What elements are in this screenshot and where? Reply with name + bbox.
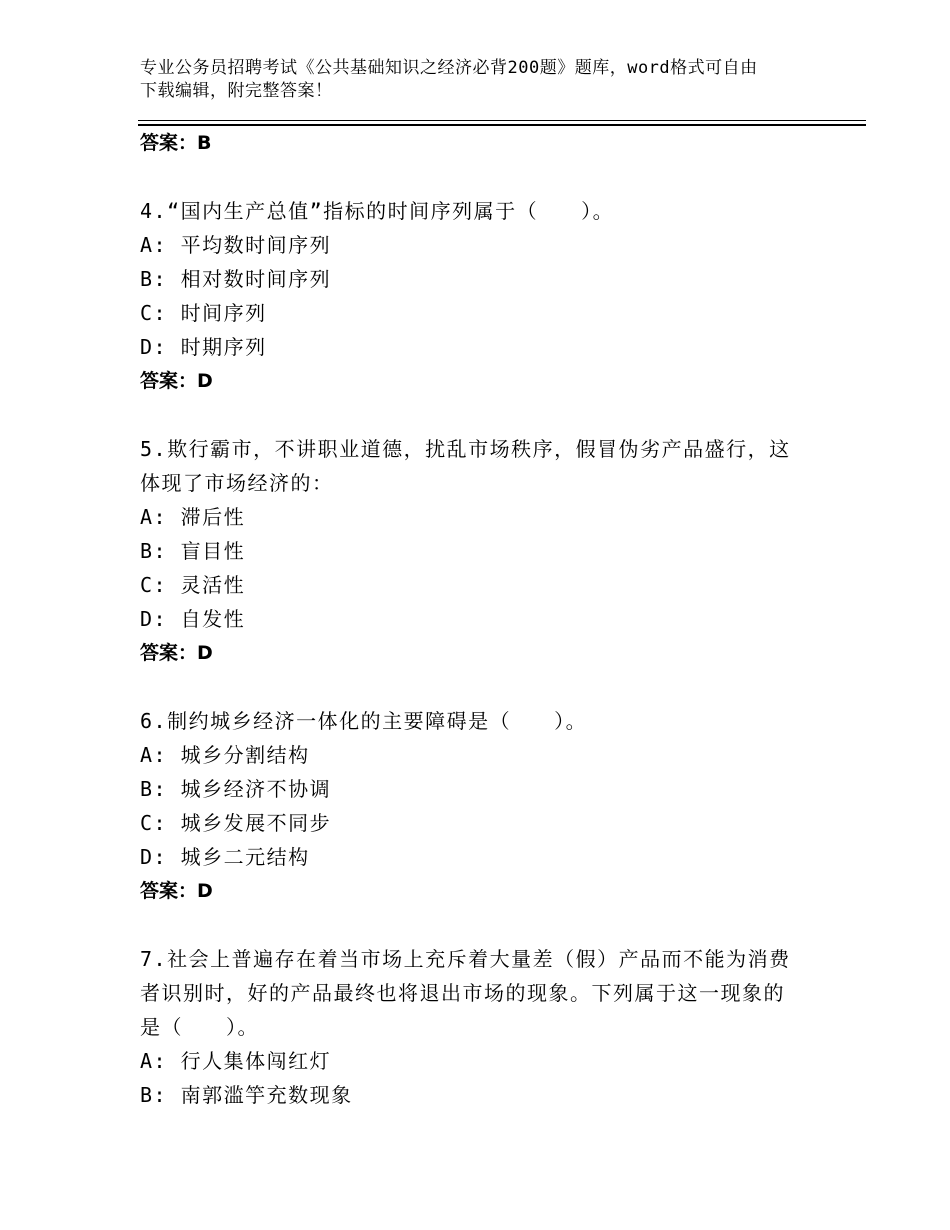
option-c: C: 时间序列 (140, 301, 267, 325)
header-line-2: 下载编辑，附完整答案！ (140, 81, 333, 101)
option-a: A: 行人集体闯红灯 (140, 1049, 332, 1073)
option-c: C: 灵活性 (140, 573, 246, 597)
option-d: D: 自发性 (140, 607, 246, 631)
header-line-1: 专业公务员招聘考试《公共基础知识之经济必背200题》题库，word格式可自由 (140, 58, 758, 78)
answer-line: 答案：D (140, 642, 213, 664)
question-stem: 5.欺行霸市，不讲职业道德，扰乱市场秩序，假冒伪劣产品盛行，这 (140, 437, 791, 461)
question-6 (140, 704, 820, 908)
option-c: C: 城乡发展不同步 (140, 811, 332, 835)
option-b: B: 盲目性 (140, 539, 246, 563)
option-d: D: 时期序列 (140, 335, 267, 359)
header-rule-thin (138, 120, 866, 121)
question-stem: 者识别时，好的产品最终也将退出市场的现象。下列属于这一现象的 (140, 981, 785, 1005)
option-d: D: 城乡二元结构 (140, 845, 310, 869)
question-4 (140, 194, 820, 398)
question-stem: 4.“国内生产总值”指标的时间序列属于（ ）。 (140, 199, 615, 223)
document-header (140, 57, 820, 103)
answer-line: 答案：D (140, 880, 213, 902)
option-a: A: 滞后性 (140, 505, 246, 529)
option-a: A: 城乡分割结构 (140, 743, 310, 767)
option-b: B: 城乡经济不协调 (140, 777, 332, 801)
option-a: A: 平均数时间序列 (140, 233, 332, 257)
option-b: B: 南郭滥竽充数现象 (140, 1083, 353, 1107)
answer-line: 答案：D (140, 370, 213, 392)
question-stem: 7.社会上普遍存在着当市场上充斥着大量差（假）产品而不能为消费 (140, 947, 791, 971)
question-stem: 6.制约城乡经济一体化的主要障碍是（ ）。 (140, 709, 588, 733)
answer-line: 答案：B (140, 132, 212, 154)
question-5 (140, 432, 820, 670)
option-b: B: 相对数时间序列 (140, 267, 332, 291)
question-7 (140, 942, 820, 1112)
question-stem: 体现了市场经济的： (140, 471, 334, 495)
question-list (140, 126, 820, 1112)
question-stem: 是（ ）。 (140, 1015, 259, 1039)
